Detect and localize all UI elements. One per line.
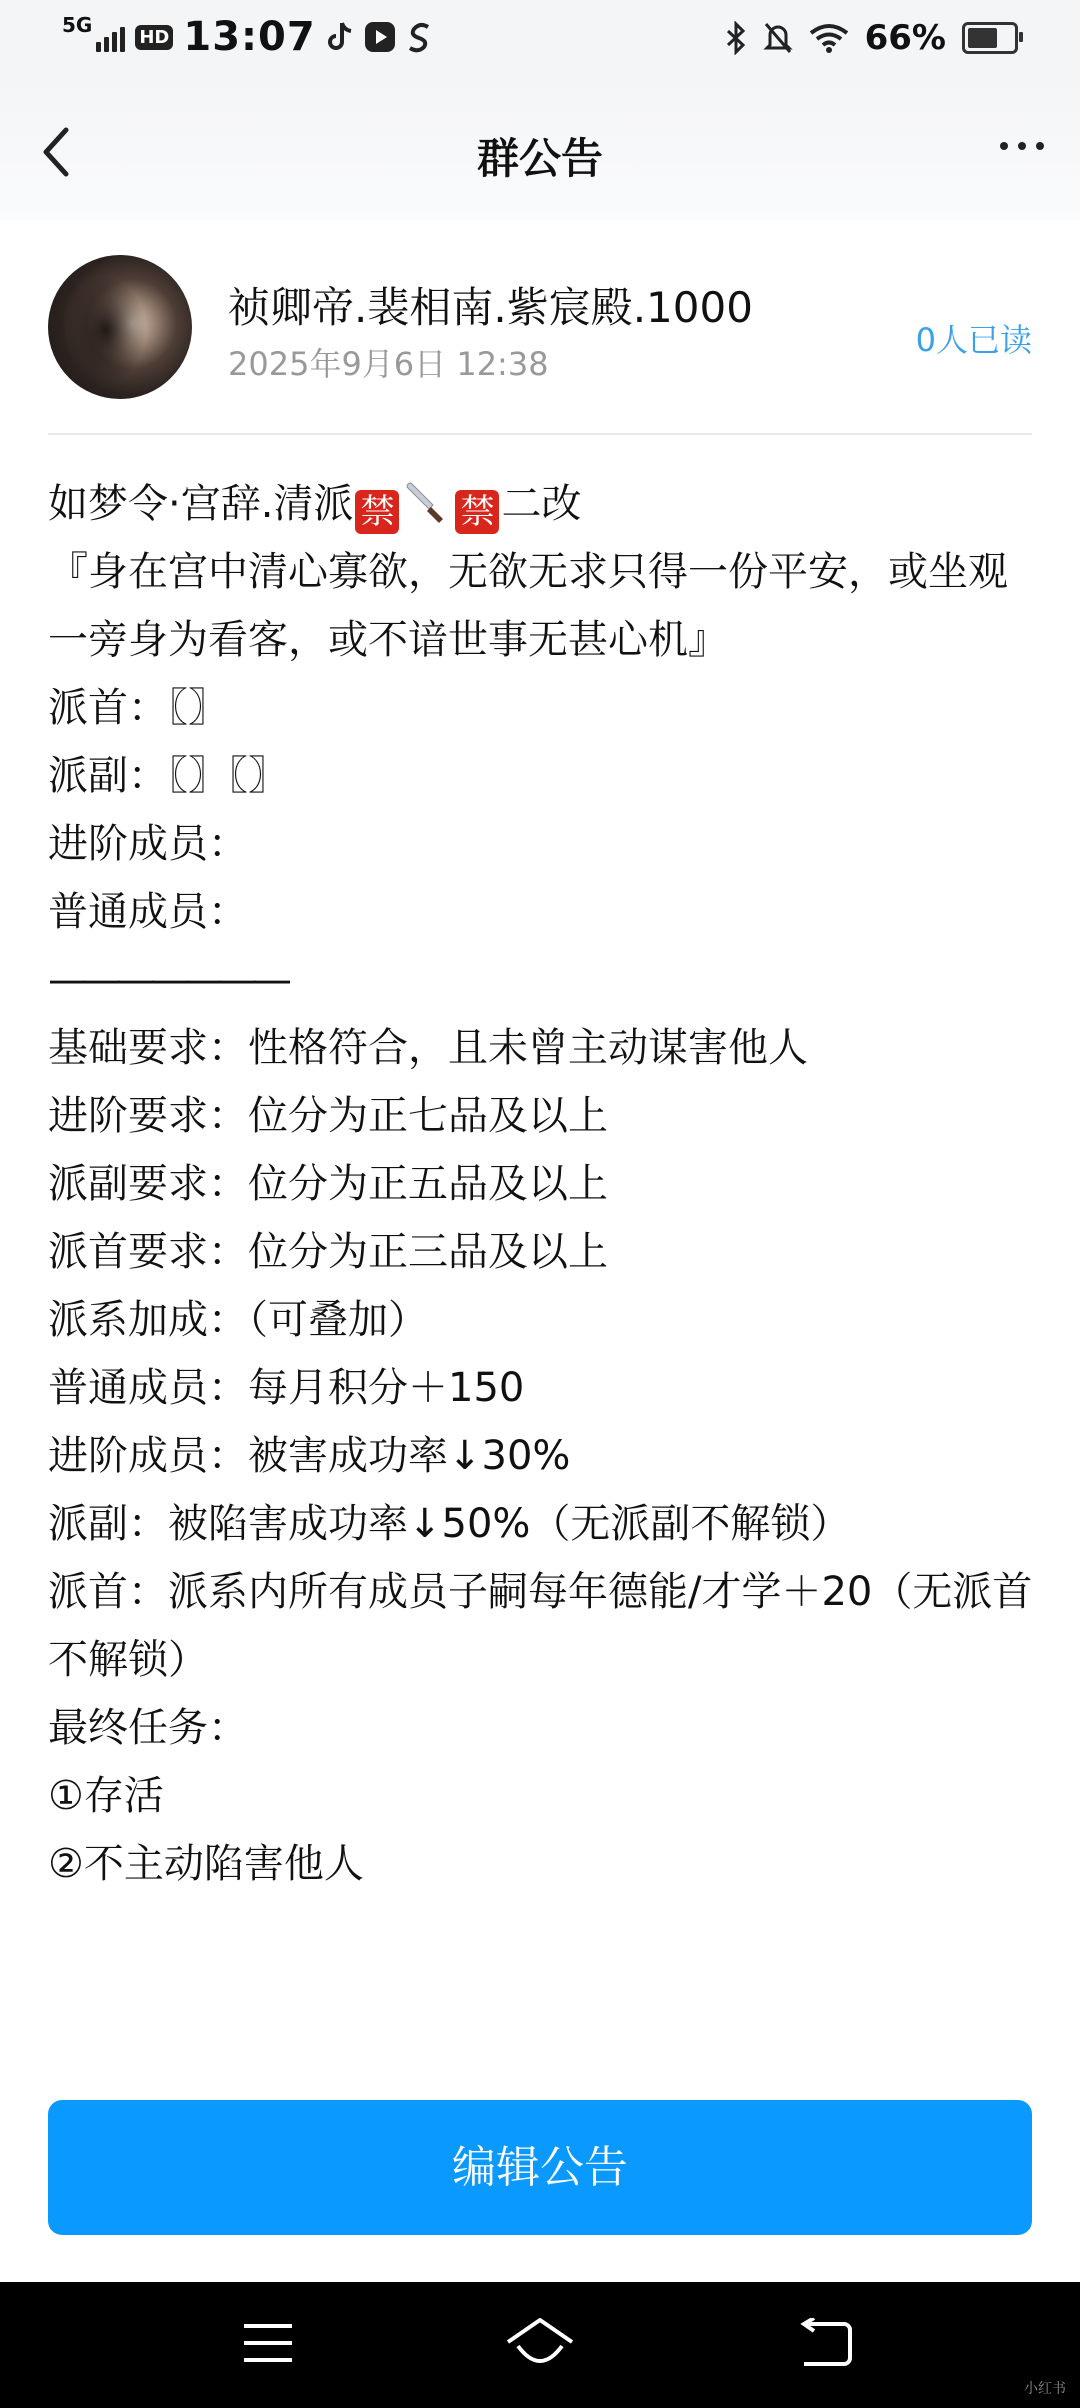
nav-bar bbox=[0, 82, 1080, 220]
content-line: 普通成员： bbox=[48, 889, 248, 935]
post-time: 2025年9月6日 12:38 bbox=[228, 345, 549, 383]
announcement-content bbox=[48, 470, 1038, 1898]
content-line: 进阶成员： bbox=[48, 821, 248, 867]
menu-icon[interactable] bbox=[242, 2322, 294, 2364]
battery-percent: 66% bbox=[864, 18, 946, 58]
bluetooth-icon bbox=[725, 21, 747, 55]
content-title-text: 如梦令·宫辞.清派 bbox=[48, 481, 354, 527]
content-separator: ——————— bbox=[48, 957, 286, 1003]
edit-announcement-button[interactable]: 编辑公告 bbox=[48, 2100, 1032, 2235]
status-right bbox=[725, 18, 1018, 58]
battery-icon bbox=[962, 22, 1018, 54]
battery-fill bbox=[968, 28, 997, 48]
home-icon[interactable] bbox=[504, 2316, 576, 2372]
prohibited-emoji: 禁 bbox=[355, 490, 399, 534]
more-icon[interactable] bbox=[1000, 142, 1044, 150]
content-line: 『身在宫中清心寡欲，无欲无求只得一份平安，或坐观一旁身为看客，或不谙世事无甚心机』 bbox=[48, 549, 1008, 663]
signal-icon bbox=[96, 22, 125, 52]
wifi-icon bbox=[809, 22, 849, 54]
content-line: 派副：被陷害成功率↓50%（无派副不解锁） bbox=[48, 1501, 851, 1547]
announcement-header bbox=[48, 255, 1032, 405]
content-title-suffix: 二改 bbox=[501, 481, 582, 527]
content-line: 普通成员：每月积分＋150 bbox=[48, 1365, 525, 1411]
video-app-icon bbox=[364, 21, 396, 53]
read-status-link[interactable]: 0人已读 bbox=[915, 321, 1032, 359]
page-title: 群公告 bbox=[476, 134, 603, 183]
content-line: 派副要求：位分为正五品及以上 bbox=[48, 1161, 608, 1207]
content-line: 派首要求：位分为正三品及以上 bbox=[48, 1229, 608, 1275]
content-line: 派首：〖〗 bbox=[48, 685, 228, 731]
mute-icon bbox=[763, 21, 793, 55]
content-line: 进阶成员：被害成功率↓30% bbox=[48, 1433, 571, 1479]
prohibited-emoji: 禁 bbox=[455, 490, 499, 534]
content-line: 派首：派系内所有成员子嗣每年德能/才学＋20（无派首不解锁） bbox=[48, 1569, 1033, 1683]
content-line: 最终任务： bbox=[48, 1705, 248, 1751]
app-icon bbox=[406, 21, 436, 53]
watermark: 小红书 bbox=[1024, 2381, 1066, 2397]
content-line: 基础要求：性格符合，且未曾主动谋害他人 bbox=[48, 1025, 808, 1071]
content-line: ②不主动陷害他人 bbox=[48, 1841, 364, 1887]
divider bbox=[48, 433, 1032, 435]
content-title-line bbox=[48, 470, 1038, 538]
tiktok-icon bbox=[326, 21, 354, 53]
network-type: 5G bbox=[62, 13, 93, 37]
content-line: 派系加成：（可叠加） bbox=[48, 1297, 428, 1343]
back-return-icon[interactable] bbox=[796, 2318, 852, 2368]
status-left bbox=[62, 14, 436, 60]
avatar[interactable] bbox=[48, 255, 192, 399]
system-nav-bar bbox=[0, 2282, 1080, 2408]
status-bar bbox=[0, 0, 1080, 82]
status-time: 13:07 bbox=[183, 14, 316, 60]
content-line: ①存活 bbox=[48, 1773, 164, 1819]
knife-emoji-icon bbox=[403, 477, 451, 525]
content-line: 派副：〖〗〖〗 bbox=[48, 753, 288, 799]
hd-badge: HD bbox=[135, 25, 173, 50]
author-name: 祯卿帝.裴相南.紫宸殿.1000 bbox=[228, 283, 753, 332]
content-line: 进阶要求：位分为正七品及以上 bbox=[48, 1093, 608, 1139]
